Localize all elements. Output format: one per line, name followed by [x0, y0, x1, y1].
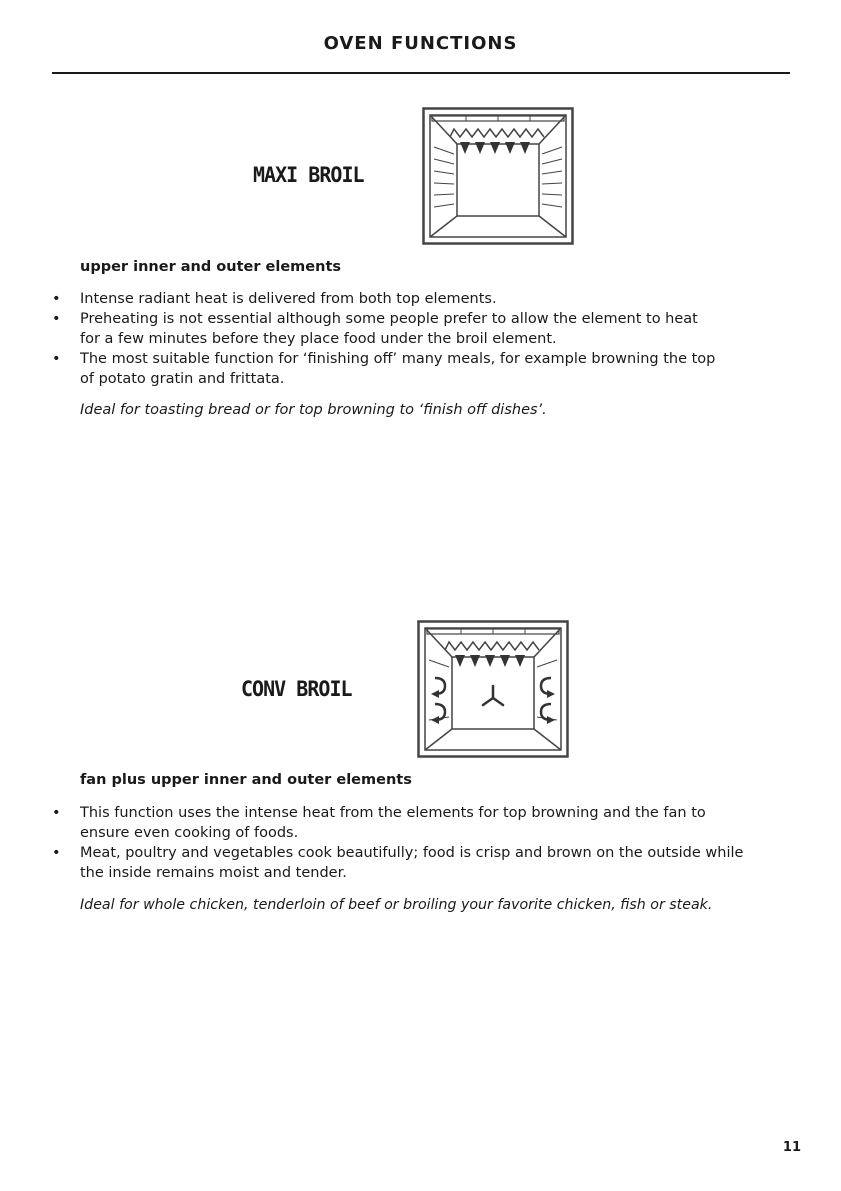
list-item: • The most suitable function for ‘finishing off’ many meals, for example browning the top of potato gratin and frittata. [52, 351, 716, 387]
bullet-list [52, 289, 752, 389]
list-item: • Meat, poultry and vegetables cook beautifully; food is crisp and brown on the outside while the inside remains moist and tender. [52, 845, 744, 881]
function-label-conv-broil: CONV BROIL [241, 677, 352, 701]
list-item: • This function uses the intense heat from the elements for top browning and the fan to ensure even cooking of foods. [52, 805, 706, 841]
section-subheading: fan plus upper inner and outer elements [80, 772, 412, 788]
bullet-list [52, 803, 792, 883]
page-title: OVEN FUNCTIONS [323, 33, 518, 54]
oven-conv-broil-icon [417, 620, 569, 758]
ideal-note: Ideal for whole chicken, tenderloin of beef or broiling your favorite chicken, fish or steak. [80, 897, 713, 913]
section-subheading: upper inner and outer elements [80, 259, 342, 275]
function-label-maxi-broil: MAXI BROIL [253, 163, 364, 187]
oven-maxi-broil-icon [422, 107, 574, 245]
header-divider [52, 72, 790, 74]
page-number: 11 [782, 1140, 801, 1155]
list-item: • Preheating is not essential although some people prefer to allow the element to heat for a few minutes before they place food under the broil element. [52, 311, 698, 347]
list-item: • Intense radiant heat is delivered from both top elements. [52, 291, 497, 307]
ideal-note: Ideal for toasting bread or for top browning to ‘finish off dishes’. [80, 402, 547, 418]
